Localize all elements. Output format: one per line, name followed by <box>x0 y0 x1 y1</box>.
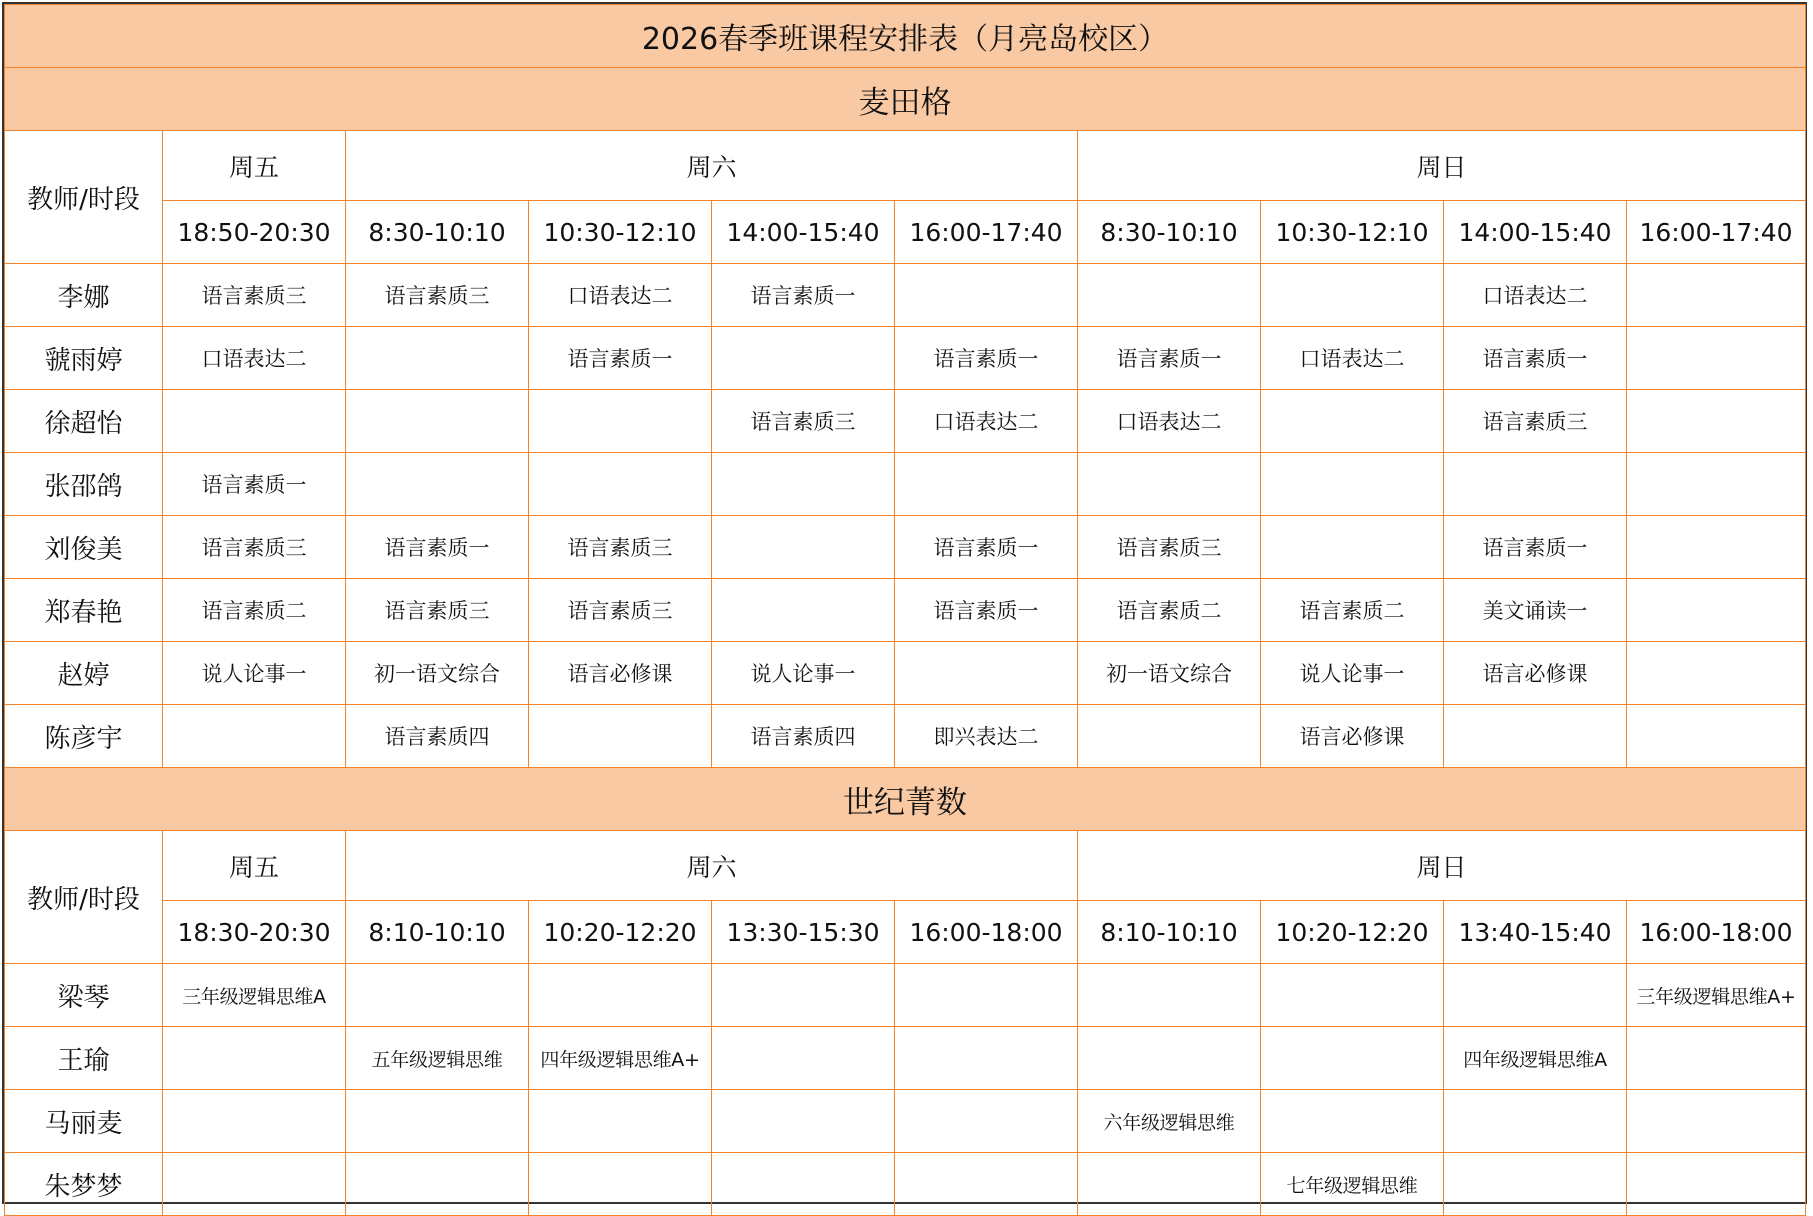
empty-cell <box>163 390 346 453</box>
empty-cell <box>895 264 1078 327</box>
time-slot: 10:20-12:20 <box>1261 901 1444 964</box>
empty-cell <box>529 1153 712 1216</box>
teacher-name: 李娜 <box>5 264 163 327</box>
class-cell: 语言素质一 <box>895 516 1078 579</box>
day-saturday: 周六 <box>346 831 1078 901</box>
time-slot: 8:10-10:10 <box>346 901 529 964</box>
class-cell: 语言素质一 <box>1444 516 1627 579</box>
class-cell: 五年级逻辑思维 <box>346 1027 529 1090</box>
empty-cell <box>1627 390 1806 453</box>
time-slot-row <box>5 901 1806 964</box>
class-cell: 美文诵读一 <box>1444 579 1627 642</box>
empty-cell <box>1627 264 1806 327</box>
class-cell: 六年级逻辑思维 <box>1078 1090 1261 1153</box>
empty-cell <box>1261 1027 1444 1090</box>
schedule-sheet <box>2 2 1807 1204</box>
class-cell: 语言素质四 <box>346 705 529 768</box>
table-row <box>5 705 1806 768</box>
empty-cell <box>712 453 895 516</box>
teacher-time-header: 教师/时段 <box>5 131 163 264</box>
empty-cell <box>1627 1153 1806 1216</box>
empty-cell <box>1627 327 1806 390</box>
shijijingshu-section-header-row <box>5 768 1806 831</box>
empty-cell <box>1078 453 1261 516</box>
empty-cell <box>712 1027 895 1090</box>
empty-cell <box>1261 964 1444 1027</box>
section-title: 世纪菁数 <box>5 768 1806 831</box>
day-header-row <box>5 831 1806 901</box>
class-cell: 语言素质三 <box>529 516 712 579</box>
day-sunday: 周日 <box>1078 131 1806 201</box>
class-cell: 说人论事一 <box>163 642 346 705</box>
class-cell: 语言素质一 <box>895 579 1078 642</box>
empty-cell <box>163 1027 346 1090</box>
day-friday: 周五 <box>163 831 346 901</box>
time-slot: 16:00-18:00 <box>895 901 1078 964</box>
empty-cell <box>1627 516 1806 579</box>
class-cell: 即兴表达二 <box>895 705 1078 768</box>
class-cell: 语言素质四 <box>712 705 895 768</box>
empty-cell <box>895 642 1078 705</box>
empty-cell <box>1078 1153 1261 1216</box>
class-cell: 语言素质三 <box>529 579 712 642</box>
schedule-table <box>4 4 1806 1216</box>
empty-cell <box>529 705 712 768</box>
time-slot: 18:50-20:30 <box>163 201 346 264</box>
teacher-name: 梁琴 <box>5 964 163 1027</box>
class-cell: 语言必修课 <box>1261 705 1444 768</box>
empty-cell <box>712 964 895 1027</box>
empty-cell <box>1627 642 1806 705</box>
teacher-name: 虢雨婷 <box>5 327 163 390</box>
class-cell: 四年级逻辑思维A <box>1444 1027 1627 1090</box>
table-row <box>5 327 1806 390</box>
teacher-name: 徐超怡 <box>5 390 163 453</box>
time-slot: 14:00-15:40 <box>1444 201 1627 264</box>
time-slot: 10:20-12:20 <box>529 901 712 964</box>
table-row <box>5 1027 1806 1090</box>
empty-cell <box>529 964 712 1027</box>
empty-cell <box>1627 579 1806 642</box>
class-cell: 四年级逻辑思维A+ <box>529 1027 712 1090</box>
empty-cell <box>529 1090 712 1153</box>
empty-cell <box>712 579 895 642</box>
empty-cell <box>895 1153 1078 1216</box>
class-cell: 语言素质二 <box>1261 579 1444 642</box>
empty-cell <box>1078 264 1261 327</box>
class-cell: 语言素质三 <box>1078 516 1261 579</box>
empty-cell <box>346 964 529 1027</box>
teacher-name: 王瑜 <box>5 1027 163 1090</box>
empty-cell <box>1261 516 1444 579</box>
empty-cell <box>1444 1153 1627 1216</box>
empty-cell <box>346 1153 529 1216</box>
class-cell: 三年级逻辑思维A+ <box>1627 964 1806 1027</box>
table-row <box>5 964 1806 1027</box>
page-title: 2026春季班课程安排表（月亮岛校区） <box>5 5 1806 68</box>
table-row <box>5 453 1806 516</box>
table-row <box>5 642 1806 705</box>
empty-cell <box>712 1153 895 1216</box>
time-slot-row <box>5 201 1806 264</box>
class-cell: 口语表达二 <box>1444 264 1627 327</box>
empty-cell <box>529 453 712 516</box>
empty-cell <box>1078 964 1261 1027</box>
table-row <box>5 264 1806 327</box>
teacher-name: 张邵鸽 <box>5 453 163 516</box>
empty-cell <box>163 1153 346 1216</box>
empty-cell <box>1261 390 1444 453</box>
empty-cell <box>712 1090 895 1153</box>
teacher-time-header: 教师/时段 <box>5 831 163 964</box>
class-cell: 语言素质一 <box>529 327 712 390</box>
class-cell: 语言素质一 <box>163 453 346 516</box>
teacher-name: 马丽麦 <box>5 1090 163 1153</box>
class-cell: 语言素质二 <box>1078 579 1261 642</box>
time-slot: 14:00-15:40 <box>712 201 895 264</box>
class-cell: 语言必修课 <box>529 642 712 705</box>
empty-cell <box>346 327 529 390</box>
class-cell: 七年级逻辑思维 <box>1261 1153 1444 1216</box>
time-slot: 8:30-10:10 <box>346 201 529 264</box>
table-row <box>5 579 1806 642</box>
empty-cell <box>712 516 895 579</box>
class-cell: 语言素质三 <box>346 579 529 642</box>
teacher-name: 赵婷 <box>5 642 163 705</box>
empty-cell <box>895 1090 1078 1153</box>
class-cell: 语言素质二 <box>163 579 346 642</box>
class-cell: 语言素质一 <box>1444 327 1627 390</box>
time-slot: 16:00-17:40 <box>1627 201 1806 264</box>
table-row <box>5 1153 1806 1216</box>
class-cell: 口语表达二 <box>1078 390 1261 453</box>
empty-cell <box>346 1090 529 1153</box>
time-slot: 18:30-20:30 <box>163 901 346 964</box>
empty-cell <box>1261 1090 1444 1153</box>
class-cell: 说人论事一 <box>1261 642 1444 705</box>
time-slot: 16:00-18:00 <box>1627 901 1806 964</box>
maitiange-section-header-row <box>5 68 1806 131</box>
empty-cell <box>1627 1027 1806 1090</box>
class-cell: 语言素质三 <box>1444 390 1627 453</box>
time-slot: 8:30-10:10 <box>1078 201 1261 264</box>
class-cell: 口语表达二 <box>529 264 712 327</box>
empty-cell <box>346 390 529 453</box>
class-cell: 初一语文综合 <box>1078 642 1261 705</box>
class-cell: 语言素质一 <box>1078 327 1261 390</box>
class-cell: 说人论事一 <box>712 642 895 705</box>
section-title: 麦田格 <box>5 68 1806 131</box>
class-cell: 语言素质一 <box>712 264 895 327</box>
empty-cell <box>1444 453 1627 516</box>
empty-cell <box>895 453 1078 516</box>
class-cell: 语言必修课 <box>1444 642 1627 705</box>
time-slot: 10:30-12:10 <box>529 201 712 264</box>
empty-cell <box>1078 705 1261 768</box>
empty-cell <box>1261 264 1444 327</box>
class-cell: 语言素质一 <box>346 516 529 579</box>
class-cell: 语言素质三 <box>163 264 346 327</box>
class-cell: 语言素质三 <box>163 516 346 579</box>
class-cell: 口语表达二 <box>1261 327 1444 390</box>
class-cell: 口语表达二 <box>163 327 346 390</box>
class-cell: 语言素质一 <box>895 327 1078 390</box>
time-slot: 13:40-15:40 <box>1444 901 1627 964</box>
teacher-name: 陈彦宇 <box>5 705 163 768</box>
empty-cell <box>346 453 529 516</box>
empty-cell <box>163 1090 346 1153</box>
teacher-name: 刘俊美 <box>5 516 163 579</box>
class-cell: 语言素质三 <box>712 390 895 453</box>
time-slot: 13:30-15:30 <box>712 901 895 964</box>
empty-cell <box>163 705 346 768</box>
time-slot: 16:00-17:40 <box>895 201 1078 264</box>
day-header-row <box>5 131 1806 201</box>
class-cell: 语言素质三 <box>346 264 529 327</box>
empty-cell <box>1444 964 1627 1027</box>
empty-cell <box>1261 453 1444 516</box>
empty-cell <box>1444 705 1627 768</box>
table-row <box>5 516 1806 579</box>
empty-cell <box>1627 453 1806 516</box>
time-slot: 8:10-10:10 <box>1078 901 1261 964</box>
empty-cell <box>1627 1090 1806 1153</box>
day-sunday: 周日 <box>1078 831 1806 901</box>
empty-cell <box>529 390 712 453</box>
empty-cell <box>1444 1090 1627 1153</box>
empty-cell <box>895 964 1078 1027</box>
empty-cell <box>895 1027 1078 1090</box>
day-saturday: 周六 <box>346 131 1078 201</box>
empty-cell <box>1627 705 1806 768</box>
class-cell: 初一语文综合 <box>346 642 529 705</box>
class-cell: 口语表达二 <box>895 390 1078 453</box>
teacher-name: 朱梦梦 <box>5 1153 163 1216</box>
time-slot: 10:30-12:10 <box>1261 201 1444 264</box>
table-row <box>5 1090 1806 1153</box>
empty-cell <box>1078 1027 1261 1090</box>
class-cell: 三年级逻辑思维A <box>163 964 346 1027</box>
table-row <box>5 390 1806 453</box>
teacher-name: 郑春艳 <box>5 579 163 642</box>
day-friday: 周五 <box>163 131 346 201</box>
empty-cell <box>712 327 895 390</box>
